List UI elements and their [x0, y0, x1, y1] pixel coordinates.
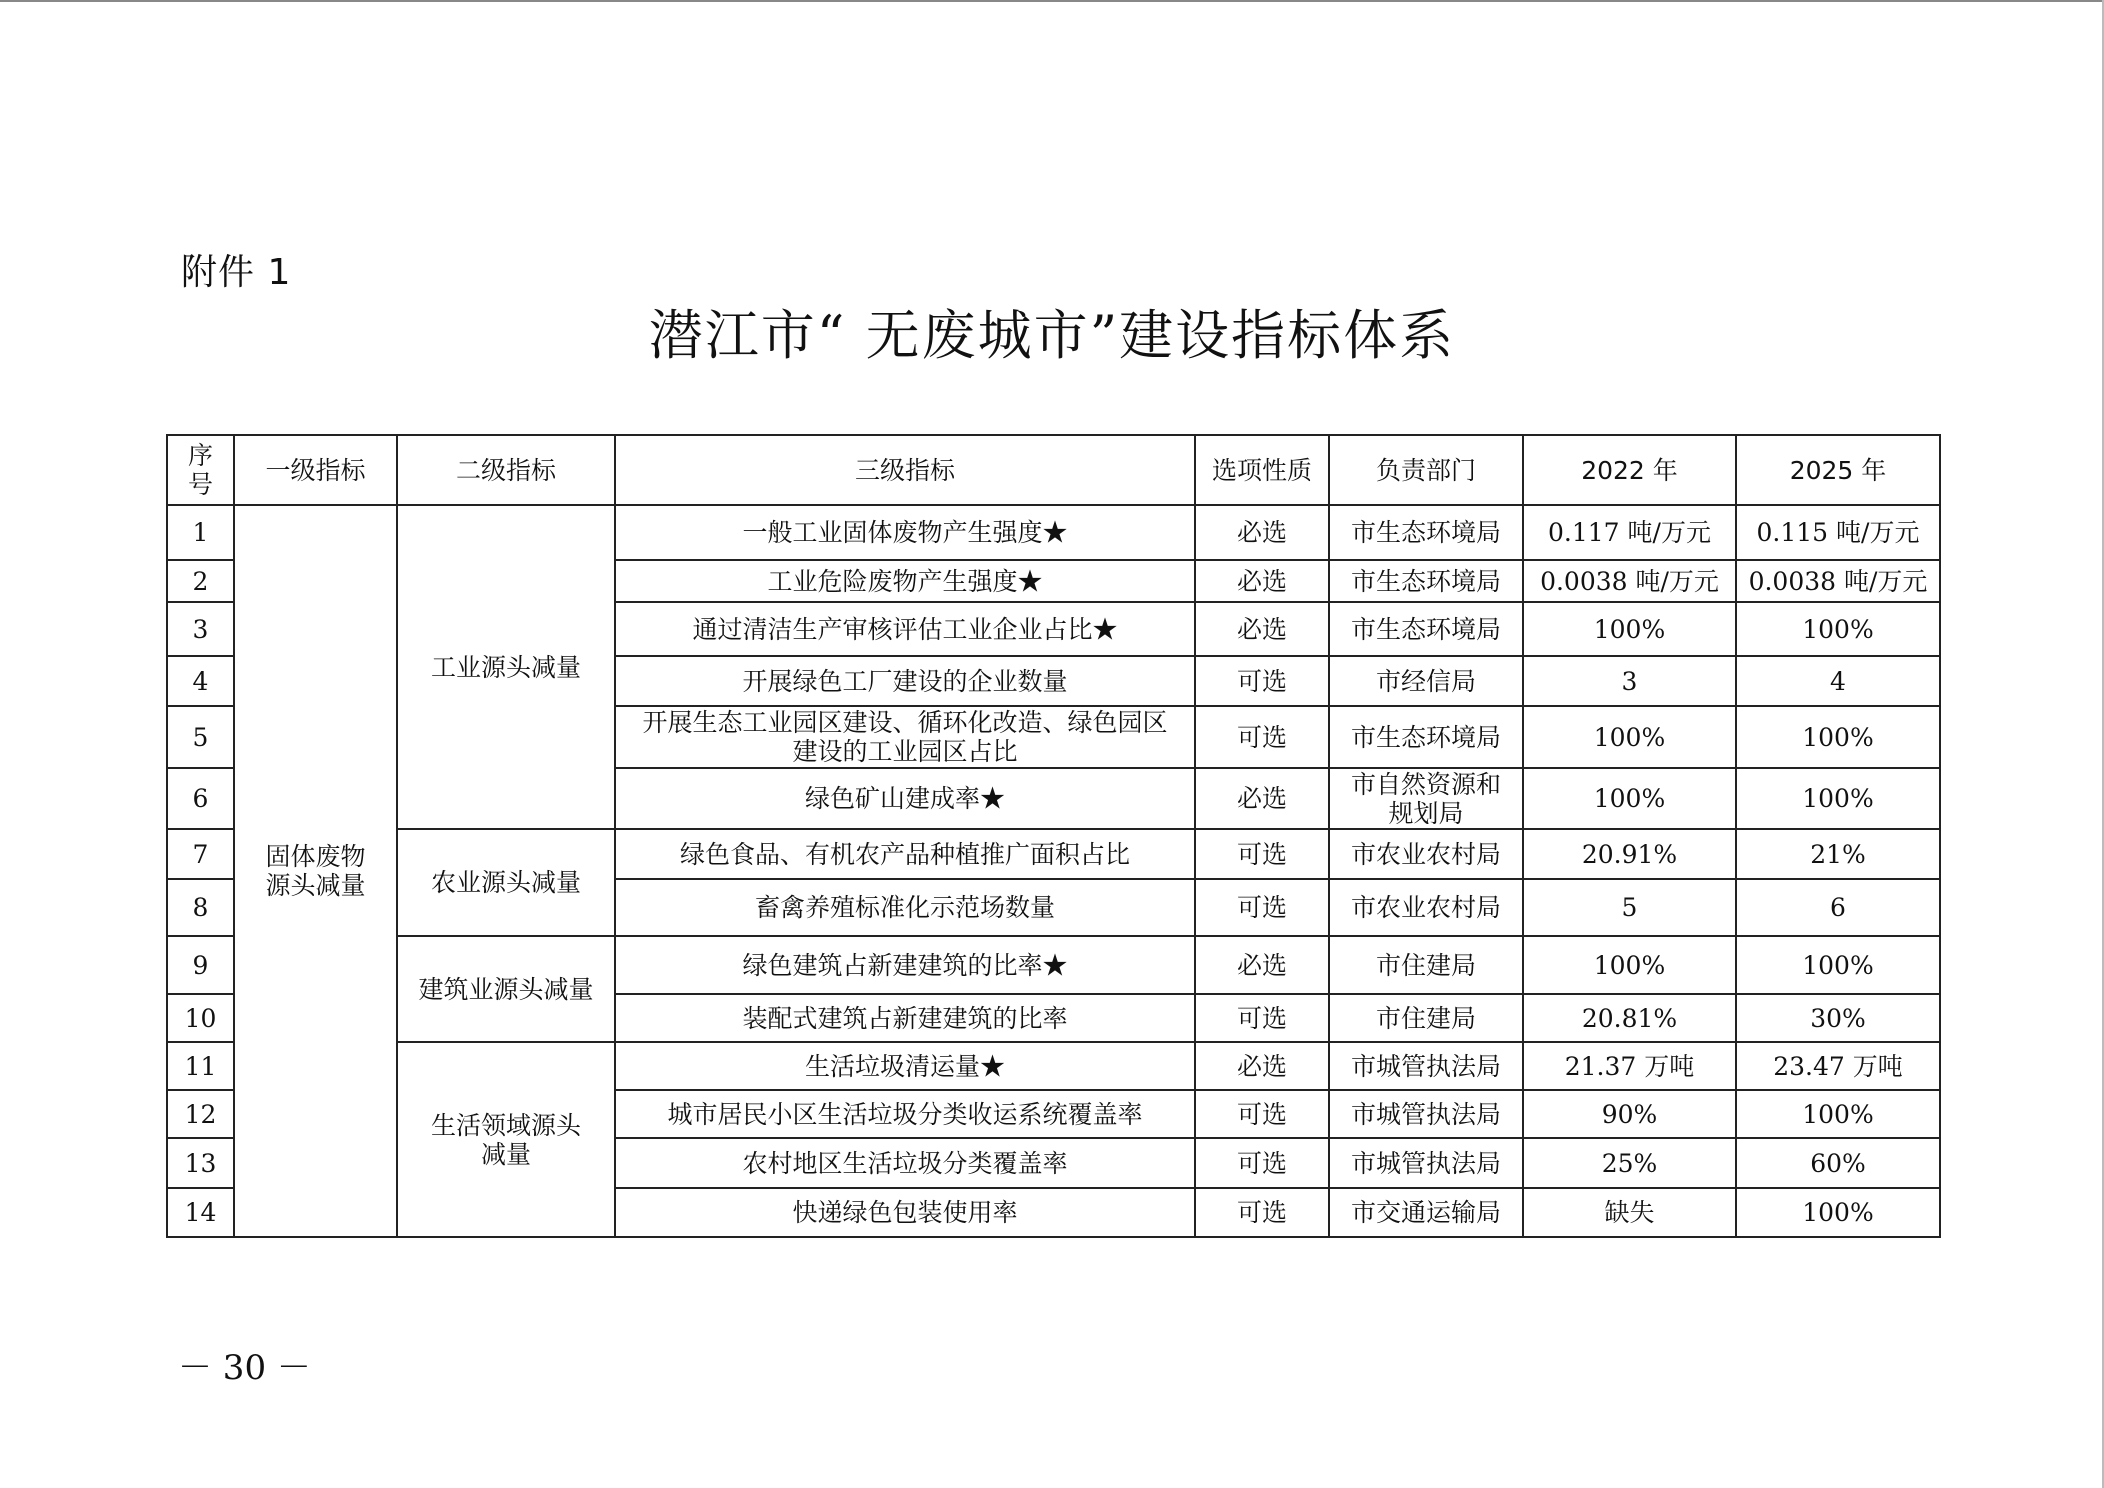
option-cell: 必选 — [1195, 505, 1329, 560]
level3-cell: 装配式建筑占新建建筑的比率 — [615, 994, 1195, 1042]
value-2022-cell: 20.91% — [1523, 829, 1736, 879]
seq-cell: 8 — [167, 879, 234, 936]
value-2025-cell: 100% — [1736, 768, 1940, 829]
table-row — [167, 829, 1940, 879]
value-2022-cell: 20.81% — [1523, 994, 1736, 1042]
level3-cell: 开展绿色工厂建设的企业数量 — [615, 656, 1195, 706]
header-department: 负责部门 — [1329, 435, 1523, 505]
value-2025-cell: 30% — [1736, 994, 1940, 1042]
page-top-border — [0, 0, 2104, 2]
document-title: 潜江市“ 无废城市”建设指标体系 — [648, 304, 1456, 367]
level2-cell-agriculture — [397, 829, 615, 936]
value-2022-cell: 100% — [1523, 602, 1736, 656]
value-2022-cell: 3 — [1523, 656, 1736, 706]
level3-line1: 开展生态工业园区建设、循环化改造、绿色园区 — [642, 708, 1168, 737]
option-cell: 可选 — [1195, 879, 1329, 936]
value-2025-cell: 23.47 万吨 — [1736, 1042, 1940, 1090]
level2-line2: 减量 — [480, 1139, 531, 1169]
value-2022-cell: 缺失 — [1523, 1188, 1736, 1237]
level3-cell: 城市居民小区生活垃圾分类收运系统覆盖率 — [615, 1090, 1195, 1138]
value-2022-cell: 0.0038 吨/万元 — [1523, 560, 1736, 602]
header-2025: 2025 年 — [1736, 435, 1940, 505]
level1-line1: 固体废物 — [265, 842, 366, 871]
value-2025-cell: 6 — [1736, 879, 1940, 936]
seq-cell: 7 — [167, 829, 234, 879]
table-header-row — [167, 435, 1940, 505]
seq-cell: 6 — [167, 768, 234, 829]
seq-cell: 9 — [167, 936, 234, 994]
level3-cell: 快递绿色包装使用率 — [615, 1188, 1195, 1237]
department-cell: 市住建局 — [1329, 994, 1523, 1042]
value-2022-cell: 5 — [1523, 879, 1736, 936]
department-line2: 规划局 — [1388, 798, 1464, 828]
level3-cell: 畜禽养殖标准化示范场数量 — [615, 879, 1195, 936]
level2-line1: 生活领域源头 — [430, 1110, 581, 1140]
table-row — [167, 1042, 1940, 1090]
level2-cell-construction — [397, 936, 615, 1042]
department-cell: 市经信局 — [1329, 656, 1523, 706]
level3-cell: 生活垃圾清运量★ — [615, 1042, 1195, 1090]
value-2022-cell: 100% — [1523, 936, 1736, 994]
department-cell: 市生态环境局 — [1329, 706, 1523, 768]
seq-cell: 2 — [167, 560, 234, 602]
value-2025-cell: 100% — [1736, 936, 1940, 994]
department-cell: 市生态环境局 — [1329, 602, 1523, 656]
seq-cell: 3 — [167, 602, 234, 656]
level3-cell: 绿色食品、有机农产品种植推广面积占比 — [615, 829, 1195, 879]
level2-cell-domestic — [397, 1042, 615, 1237]
department-cell: 市城管执法局 — [1329, 1138, 1523, 1188]
header-seq — [167, 435, 234, 505]
value-2022-cell: 21.37 万吨 — [1523, 1042, 1736, 1090]
table-row — [167, 936, 1940, 994]
header-level3: 三级指标 — [615, 435, 1195, 505]
value-2025-cell: 0.0038 吨/万元 — [1736, 560, 1940, 602]
level3-cell: 农村地区生活垃圾分类覆盖率 — [615, 1138, 1195, 1188]
value-2022-cell: 0.117 吨/万元 — [1523, 505, 1736, 560]
seq-cell: 5 — [167, 706, 234, 768]
department-cell — [1329, 768, 1523, 829]
header-level2: 二级指标 — [397, 435, 615, 505]
seq-cell: 12 — [167, 1090, 234, 1138]
option-cell: 必选 — [1195, 768, 1329, 829]
indicator-table — [166, 434, 1941, 1238]
department-cell: 市住建局 — [1329, 936, 1523, 994]
department-cell: 市生态环境局 — [1329, 505, 1523, 560]
department-cell: 市交通运输局 — [1329, 1188, 1523, 1237]
level1-line2: 源头减量 — [265, 871, 366, 900]
seq-cell: 13 — [167, 1138, 234, 1188]
option-cell: 必选 — [1195, 936, 1329, 994]
level2-line1: 建筑业源头减量 — [418, 974, 594, 1004]
value-2025-cell: 21% — [1736, 829, 1940, 879]
option-cell: 可选 — [1195, 994, 1329, 1042]
value-2022-cell: 25% — [1523, 1138, 1736, 1188]
seq-cell: 10 — [167, 994, 234, 1042]
value-2025-cell: 0.115 吨/万元 — [1736, 505, 1940, 560]
seq-cell: 4 — [167, 656, 234, 706]
value-2025-cell: 60% — [1736, 1138, 1940, 1188]
seq-cell: 14 — [167, 1188, 234, 1237]
level3-cell: 绿色矿山建成率★ — [615, 768, 1195, 829]
department-line1: 市自然资源和 — [1350, 769, 1501, 799]
table-row — [167, 505, 1940, 560]
header-level1: 一级指标 — [234, 435, 397, 505]
level2-line1: 农业源头减量 — [430, 868, 581, 897]
department-cell: 市城管执法局 — [1329, 1042, 1523, 1090]
header-option-type: 选项性质 — [1195, 435, 1329, 505]
value-2022-cell: 100% — [1523, 768, 1736, 829]
department-cell: 市城管执法局 — [1329, 1090, 1523, 1138]
header-seq-line1: 序 — [187, 441, 213, 470]
header-seq-line2: 号 — [187, 470, 213, 499]
level1-cell — [234, 505, 397, 1237]
value-2022-cell: 100% — [1523, 706, 1736, 768]
value-2025-cell: 100% — [1736, 1090, 1940, 1138]
value-2022-cell: 90% — [1523, 1090, 1736, 1138]
option-cell: 必选 — [1195, 560, 1329, 602]
department-cell: 市农业农村局 — [1329, 879, 1523, 936]
option-cell: 必选 — [1195, 602, 1329, 656]
value-2025-cell: 100% — [1736, 602, 1940, 656]
option-cell: 可选 — [1195, 829, 1329, 879]
seq-cell: 11 — [167, 1042, 234, 1090]
seq-cell: 1 — [167, 505, 234, 560]
value-2025-cell: 4 — [1736, 656, 1940, 706]
header-2022: 2022 年 — [1523, 435, 1736, 505]
value-2025-cell: 100% — [1736, 1188, 1940, 1237]
attachment-label: 附件 1 — [181, 252, 292, 293]
page-number: － 30 － — [178, 1348, 311, 1388]
option-cell: 可选 — [1195, 656, 1329, 706]
option-cell: 可选 — [1195, 1188, 1329, 1237]
level2-line1: 工业源头减量 — [430, 652, 581, 682]
value-2025-cell: 100% — [1736, 706, 1940, 768]
option-cell: 可选 — [1195, 1138, 1329, 1188]
level3-line2: 建设的工业园区占比 — [792, 737, 1018, 766]
level3-cell: 绿色建筑占新建建筑的比率★ — [615, 936, 1195, 994]
level3-cell: 一般工业固体废物产生强度★ — [615, 505, 1195, 560]
department-cell: 市农业农村局 — [1329, 829, 1523, 879]
level2-cell-industry — [397, 505, 615, 829]
option-cell: 可选 — [1195, 706, 1329, 768]
level3-cell — [615, 706, 1195, 768]
option-cell: 必选 — [1195, 1042, 1329, 1090]
level3-cell: 通过清洁生产审核评估工业企业占比★ — [615, 602, 1195, 656]
level3-cell: 工业危险废物产生强度★ — [615, 560, 1195, 602]
department-cell: 市生态环境局 — [1329, 560, 1523, 602]
option-cell: 可选 — [1195, 1090, 1329, 1138]
